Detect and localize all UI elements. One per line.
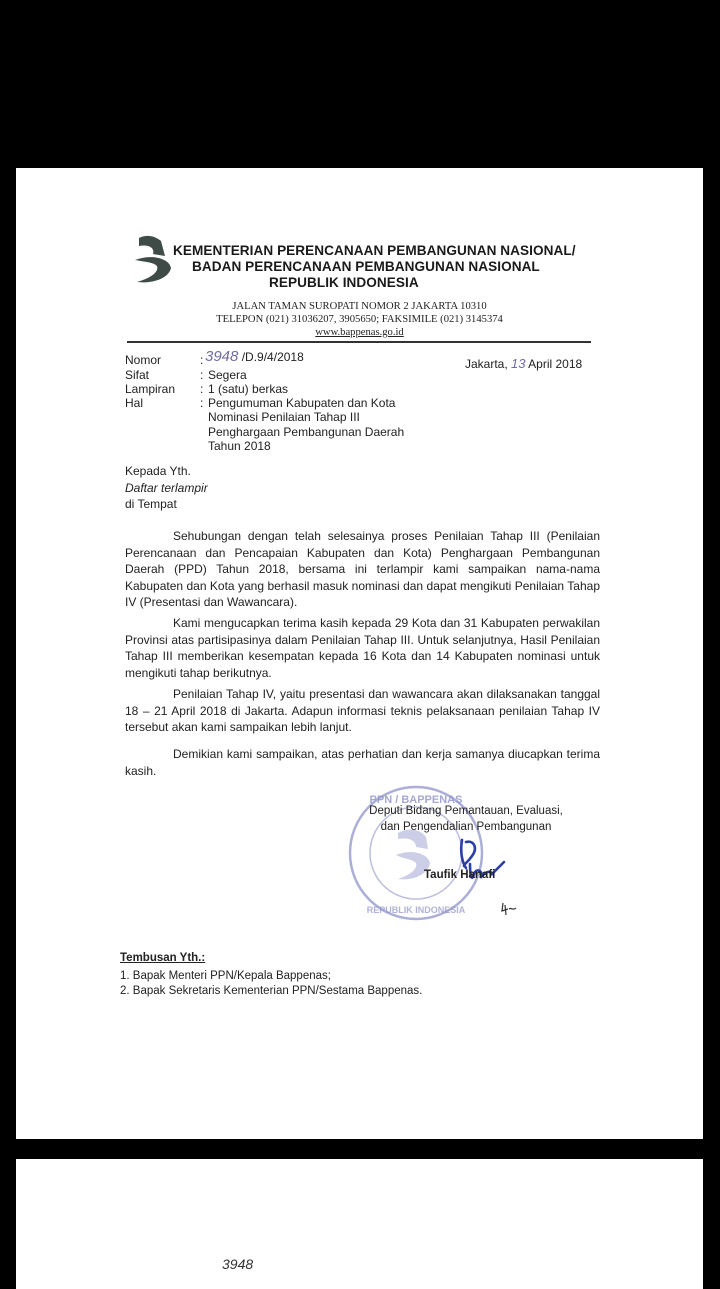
- page2-handwritten-number: 3948: [222, 1256, 254, 1272]
- nomor-suffix: /D.9/4/2018: [241, 350, 304, 364]
- letter-page-1: [16, 168, 703, 1139]
- body-paragraph: Kami mengucapkan terima kasih kepada 29 Kota dan 31 Kabupaten perwakilan Provinsi atas partisipasinya dalam Penilaian Tahap III. Untuk selanjutnya, Hasil Penilaian Tahap III memberikan kesempatan kepada 16 Kota dan 14 Kabupaten nominasi untuk mengikuti tahap berikutnya.: [125, 616, 600, 680]
- org-website-link[interactable]: www.bappenas.go.id: [315, 327, 404, 338]
- date-prefix: Jakarta,: [465, 357, 508, 371]
- org-name-line-2: BADAN PERENCANAAN PEMBANGUNAN NASIONAL: [192, 259, 540, 274]
- recipient-block: [125, 463, 208, 513]
- nomor-label: Nomor: [125, 353, 162, 367]
- hal-colon: :: [200, 396, 204, 410]
- svg-text:REPUBLIK INDONESIA: REPUBLIK INDONESIA: [366, 905, 466, 915]
- signatory-title: Deputi Bidang Pemantauan, Evaluasi, dan Pengendalian Pembangunan: [369, 805, 563, 833]
- lampiran-label: Lampiran: [125, 382, 176, 396]
- hal-line: Penghargaan Pembangunan Daerah: [208, 424, 405, 439]
- signatory-name: Taufik Hanafi: [424, 869, 496, 881]
- bappenas-logo-icon: [133, 232, 177, 284]
- initial-paraf-icon: [500, 901, 518, 917]
- lampiran-value: 1 (satu) berkas: [208, 382, 289, 396]
- nomor-value: [205, 350, 304, 364]
- date-day-handwritten: 13: [511, 356, 526, 371]
- nomor-colon: :: [200, 353, 204, 367]
- body-paragraph: Sehubungan dengan telah selesainya proses Penilaian Tahap III (Penilaian Perencanaan dan Pencapaian Kabupaten dan Kota) Penghargaan Pembangunan Daerah (PPD) Tahun 2018, bersama ini terlampir kami sampaikan nama-nama Kabupaten dan Kota yang berhasil masuk nominasi dan dapat mengikuti Penilaian Tahap IV (Presentasi dan Wawancara).: [125, 529, 600, 609]
- date-suffix: April 2018: [528, 357, 583, 371]
- letterhead-divider: [127, 341, 591, 343]
- hal-line: Nominasi Penilaian Tahap III: [208, 410, 360, 425]
- recipient-location: di Tempat: [125, 497, 177, 511]
- org-name-line-1: KEMENTERIAN PERENCANAAN PEMBANGUNAN NASIONAL/: [173, 243, 576, 258]
- nomor-handwritten: 3948: [205, 348, 239, 365]
- cc-item: 2. Bapak Sekretaris Kementerian PPN/Sestama Bappenas.: [120, 985, 423, 997]
- hal-line: Pengumuman Kabupaten dan Kota: [208, 396, 396, 410]
- svg-text:PPN / BAPPENAS: PPN / BAPPENAS: [369, 794, 463, 806]
- letter-page-2: [16, 1159, 703, 1289]
- org-phone: TELEPON (021) 31036207, 3905650; FAKSIMILE (021) 3145374: [216, 314, 503, 325]
- body-paragraph: Penilaian Tahap IV, yaitu presentasi dan wawancara akan dilaksanakan tanggal 18 – 21 April 2018 di Jakarta. Adapun informasi teknis pelaksanaan penilaian Tahap IV tersebut akan kami sampaikan lebih lanjut.: [125, 687, 600, 734]
- recipient-salutation: Kepada Yth.: [125, 464, 191, 478]
- org-address: JALAN TAMAN SUROPATI NOMOR 2 JAKARTA 10310: [232, 301, 487, 312]
- body-paragraph: Demikian kami sampaikan, atas perhatian dan kerja samanya diucapkan terima kasih.: [125, 747, 600, 778]
- sifat-label: Sifat: [125, 368, 150, 382]
- sifat-colon: :: [200, 368, 204, 382]
- lampiran-colon: :: [200, 382, 204, 396]
- cc-title: Tembusan Yth.:: [120, 952, 206, 964]
- cc-item: 1. Bapak Menteri PPN/Kepala Bappenas;: [120, 970, 331, 982]
- letter-date: [465, 356, 582, 371]
- sifat-value: Segera: [208, 368, 247, 382]
- recipient-name: Daftar terlampir: [125, 480, 208, 495]
- hal-label: Hal: [125, 396, 144, 410]
- hal-value: [208, 396, 404, 454]
- org-name-line-3: REPUBLIK INDONESIA: [269, 275, 419, 290]
- hal-line: Tahun 2018: [208, 439, 271, 454]
